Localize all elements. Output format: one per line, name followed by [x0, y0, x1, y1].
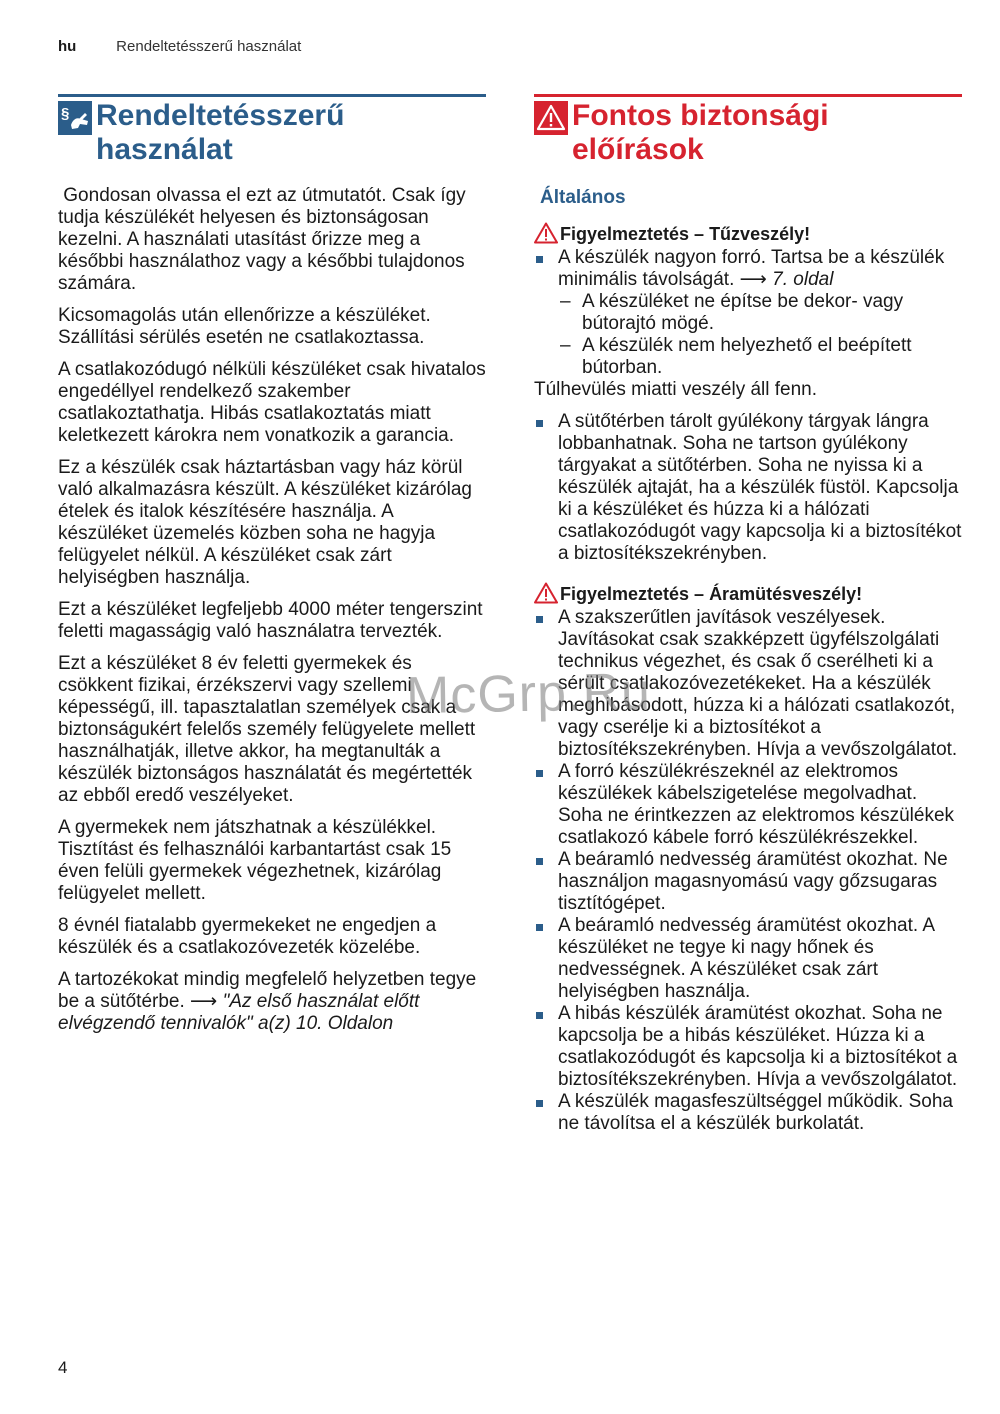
bullet-icon: [536, 420, 543, 427]
list-item-text: A szakszerűtlen javítások veszélyesek. Javításokat csak szakképzett ügyfélszolgálati technikus végezhet, és csak ő cserélheti ki a sérült csatlakozóvezetékeket. Ha a készülék meghibásodott, húzza ki a hálózati csatlakozót, vagy cserélje ki a biztosítékot a biztosítékszekrényben. Hívja a vevőszolgálatot.: [558, 607, 958, 760]
dash-marker: –: [560, 291, 571, 312]
dash-item: [534, 291, 962, 335]
paragraph-accessories: [58, 969, 486, 1035]
list-item: [534, 849, 962, 915]
paragraph: Kicsomagolás után ellenőrizze a készüléket. Szállítási sérülés esetén ne csatlakoztassa.: [58, 305, 431, 348]
list-item-text: A hibás készülék áramütést okozhat. Soha ne kapcsolja be a hibás készüléket. Húzza ki a csatlakozódugót és kapcsolja ki a biztosítékot a biztosítékszekrényben. Hívja a vevőszolgálatot.: [558, 1003, 958, 1090]
dash-item: [534, 335, 962, 379]
list-item-text: A beáramló nedvesség áramütést okozhat. Ne használjon magasnyomású vagy gőzsugaras tisztítógépet.: [558, 849, 948, 914]
intended-use-title: [58, 99, 486, 167]
safety-title-line1: Fontos biztonsági: [572, 99, 829, 132]
intended-use-section: [58, 94, 486, 1045]
section-rule: [58, 94, 486, 97]
dash-item-text: A készülék nem helyezhető el beépített bútorban.: [582, 335, 912, 378]
list-item: [534, 915, 962, 1003]
arrow-icon: ⟶: [739, 269, 767, 290]
paragraph: Ez a készülék csak háztartásban vagy ház körül való alkalmazásra készült. A készüléket kizárólag ételek és italok készítésére használja. A készüléket üzemelés közben soha ne hagyja felügyelet nélkül. A készüléket csak zárt helyiségben használja.: [58, 457, 472, 588]
arrow-icon: ⟶: [190, 991, 218, 1012]
safety-title-line2: előírások: [572, 133, 704, 166]
intended-use-body: [58, 185, 486, 1035]
page-number: 4: [58, 1358, 68, 1377]
paragraph: A gyermekek nem játszhatnak a készülékkel. Tisztítást és felhasználói karbantartást csak 15 éven felüli gyermekek végezhetnek, kizárólag felügyelet mellett.: [58, 817, 452, 904]
shock-warning-text: Figyelmeztetés – Áramütésveszély!: [560, 584, 863, 604]
intended-use-title-line2: használat: [96, 133, 233, 166]
fire-warning-heading: [534, 223, 962, 245]
paragraph: Ezt a készüléket 8 év feletti gyermekek és csökkent fizikai, érzékszervi vagy szellemi képességű, ill. tapasztalatlan személyek csak a biztonságukért felelős személy felügyelete mellett használhatják, illetve akkor, ha megtanulták a készülék biztonságos használatát és megértették az ebből eredő veszélyeket.: [58, 653, 476, 806]
intended-use-title-line1: Rendeltetésszerű: [96, 99, 345, 132]
svg-text:§: §: [61, 105, 70, 122]
first-use-link[interactable]: "Az első használat előtt elvégzendő tennivalók" a(z) 10. Oldalon: [58, 991, 420, 1034]
warning-triangle-icon: [534, 222, 558, 244]
list-item-text: A sütőtérben tárolt gyúlékony tárgyak lángra lobbanhatnak. Soha ne tartson gyúlékony tárgyakat a sütőtérben. Soha ne nyissa ki a készülék ajtaját, ha a készülék füstöl. Kapcsolja ki a készüléket és húzza ki a hálózati csatlakozódugót vagy kapcsolja ki a biztosítékot a biztosítékszekrényben.: [558, 411, 962, 564]
safety-title: [534, 99, 962, 167]
warning-triangle-icon: [534, 582, 558, 604]
bullet-icon: [536, 616, 543, 623]
page-header: [58, 38, 301, 55]
warning-triangle-icon: [534, 101, 568, 135]
accessories-text: A tartozékokat mindig megfelelő helyzetben tegye be a sütőtérbe.: [58, 969, 477, 1012]
list-item-text: A készülék nagyon forró. Tartsa be a készülék minimális távolságát.: [558, 247, 945, 290]
fire-warning-text: Figyelmeztetés – Tűzveszély!: [560, 224, 811, 244]
bullet-icon: [536, 858, 543, 865]
list-item: [534, 1003, 962, 1091]
list-item: [534, 761, 962, 849]
list-item-text: A készülék magasfeszültséggel működik. Soha ne távolítsa el a készülék burkolatát.: [558, 1091, 953, 1134]
paragraph: Gondosan olvassa el ezt az útmutatót. Csak így tudja készülékét helyesen és biztonságosan kezelni. A használati utasítást őrizze meg a későbbi használathoz vagy a későbbi tulajdonos számára.: [58, 185, 471, 294]
list-item-text: A beáramló nedvesség áramütést okozhat. A készüléket ne tegye ki nagy hőnek és nedvességnek. A készüléket csak zárt helyiségben használja.: [558, 915, 935, 1002]
shock-warning-heading: [534, 583, 962, 605]
header-section-title: Rendeltetésszerű használat: [116, 38, 302, 55]
section-rule: [534, 94, 962, 97]
watermark: McGrp.Ru: [405, 662, 652, 726]
safety-section: [534, 94, 962, 1135]
general-subheading: Általános: [540, 187, 626, 208]
language-code: hu: [58, 38, 77, 55]
list-item: [534, 411, 962, 565]
dash-item-text: A készüléket ne építse be dekor- vagy bútorajtó mögé.: [582, 291, 904, 334]
intended-use-icon: [58, 101, 92, 135]
page-7-link[interactable]: 7. oldal: [772, 269, 834, 290]
paragraph: A csatlakozódugó nélküli készüléket csak hivatalos engedéllyel rendelkező szakember csatlakoztathatja. Hibás csatlakoztatás miatt keletkezett károkra nem vonatkozik a garancia.: [58, 359, 486, 446]
dash-marker: –: [560, 335, 571, 356]
bullet-icon: [536, 924, 543, 931]
overheat-note: Túlhevülés miatti veszély áll fenn.: [534, 379, 818, 400]
bullet-icon: [536, 770, 543, 777]
bullet-icon: [536, 1012, 543, 1019]
paragraph: 8 évnél fiatalabb gyermekeket ne engedjen a készülék és a csatlakozóvezeték közelébe.: [58, 915, 437, 958]
list-item: [534, 1091, 962, 1135]
bullet-icon: [536, 1100, 543, 1107]
bullet-icon: [536, 256, 543, 263]
list-item: [534, 247, 962, 291]
list-item-text: A forró készülékrészeknél az elektromos készülékek kábelszigetelése megolvadhat. Soha ne érintkezzen az elektromos készülékek csatlakozó kábele forró készülékrészekkel.: [558, 761, 955, 848]
paragraph: Ezt a készüléket legfeljebb 4000 méter tengerszint feletti magasságig való használatra tervezték.: [58, 599, 483, 642]
